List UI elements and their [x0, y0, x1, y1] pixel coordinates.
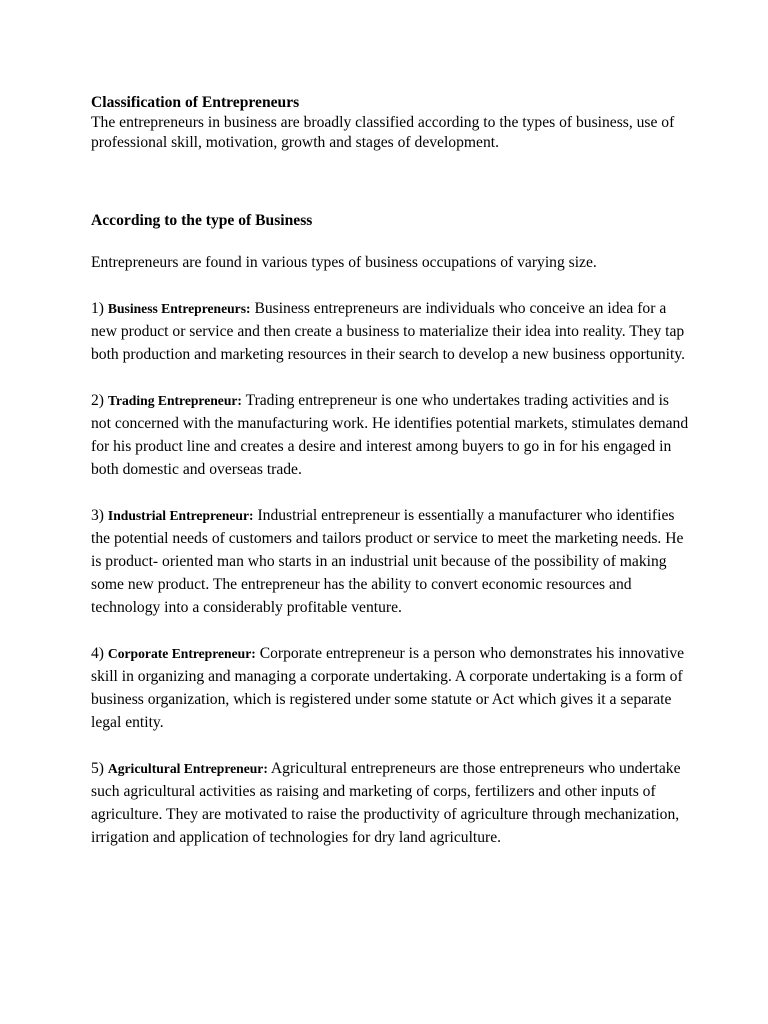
- item-term: Industrial Entrepreneur:: [107, 508, 254, 523]
- item-text: Industrial entrepreneur is essentially a manufacturer who identifies the potential needs of customers and tailors product or service to meet the marketing needs. He is product- oriented man who starts in an industrial unit because of the possibility of making some new product. The entrepreneur has the ability to convert economic resources and technology into a considerably profitable venture.: [91, 507, 684, 616]
- item-text: Corporate entrepreneur is a person who demonstrates his innovative skill in organizing and managing a corporate undertaking. A corporate undertaking is a form of business organization, which is registered under some statute or Act which gives it a separate legal entity.: [91, 645, 685, 731]
- item-term: Agricultural Entrepreneur:: [107, 761, 268, 776]
- lead-paragraph: Entrepreneurs are found in various types of business occupations of varying size.: [91, 254, 597, 271]
- document-title: Classification of Entrepreneurs: [91, 94, 300, 111]
- list-item-trading-entrepreneur: [91, 389, 691, 481]
- item-term: Corporate Entrepreneur:: [107, 646, 256, 661]
- item-number: 4): [91, 645, 104, 662]
- list-item-business-entrepreneurs: [91, 297, 691, 366]
- item-text: Business entrepreneurs are individuals who conceive an idea for a new product or service and then create a business to materialize their idea into reality. They tap both production and marketing resources in their search to develop a new business opportunity.: [91, 300, 686, 363]
- item-term: Trading Entrepreneur:: [107, 393, 242, 408]
- item-number: 1): [91, 300, 104, 317]
- item-number: 5): [91, 760, 104, 777]
- list-item-industrial-entrepreneur: [91, 504, 691, 619]
- item-term: Business Entrepreneurs:: [107, 301, 251, 316]
- item-number: 3): [91, 507, 104, 524]
- item-number: 2): [91, 392, 104, 409]
- item-text: Trading entrepreneur is one who undertakes trading activities and is not concerned with the manufacturing work. He identifies potential markets, stimulates demand for his product line and creates a desire and interest among buyers to go in for his engaged in both domestic and overseas trade.: [91, 392, 689, 478]
- document-page: [91, 93, 691, 849]
- intro-paragraph: The entrepreneurs in business are broadly classified according to the types of business, use of professional skill, motivation, growth and stages of development.: [91, 114, 675, 151]
- list-item-corporate-entrepreneur: [91, 642, 691, 734]
- section-heading: According to the type of Business: [91, 212, 313, 229]
- item-text: Agricultural entrepreneurs are those entrepreneurs who undertake such agricultural activities as raising and marketing of corps, fertilizers and other inputs of agriculture. They are motivated to raise the productivity of agriculture through mechanization, irrigation and application of technologies for dry land agriculture.: [91, 760, 681, 846]
- list-item-agricultural-entrepreneur: [91, 757, 691, 849]
